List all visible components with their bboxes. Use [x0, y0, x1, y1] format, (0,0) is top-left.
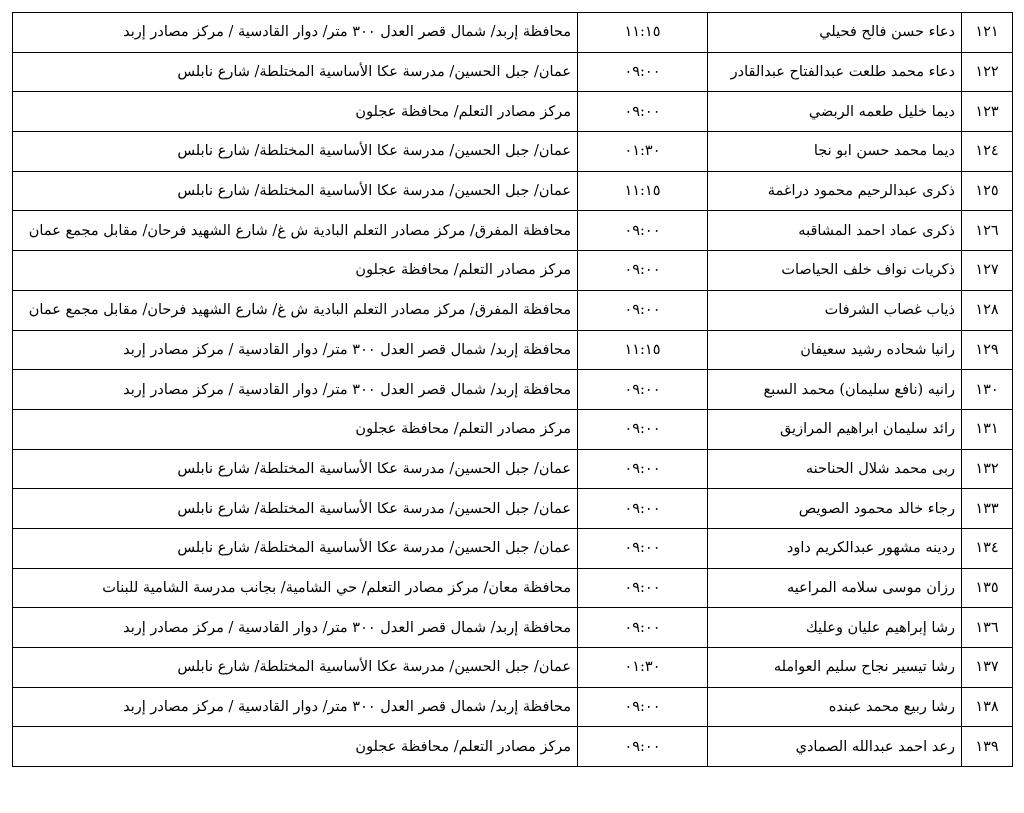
- exam-time-cell: ٠٩:٠٠: [578, 489, 708, 529]
- row-number-cell: ١٣٤: [962, 528, 1013, 568]
- exam-time-cell: ٠٩:٠٠: [578, 52, 708, 92]
- table-row: [13, 528, 1013, 568]
- exam-time-cell: ٠٩:٠٠: [578, 290, 708, 330]
- candidate-name-cell: رانيا شحاده رشيد سعيفان: [708, 330, 962, 370]
- exam-location-cell: عمان/ جبل الحسين/ مدرسة عكا الأساسية المختلطة/ شارع نابلس: [13, 171, 578, 211]
- exam-time-cell: ٠٩:٠٠: [578, 608, 708, 648]
- exam-location-cell: محافظة إربد/ شمال قصر العدل ٣٠٠ متر/ دوار القادسية / مركز مصادر إربد: [13, 330, 578, 370]
- table-row: [13, 409, 1013, 449]
- row-number-cell: ١٢٩: [962, 330, 1013, 370]
- row-number-cell: ١٢٤: [962, 132, 1013, 172]
- table-row: [13, 52, 1013, 92]
- exam-location-cell: محافظة المفرق/ مركز مصادر التعلم البادية ش غ/ شارع الشهيد فرحان/ مقابل مجمع عمان: [13, 211, 578, 251]
- exam-time-cell: ٠٩:٠٠: [578, 568, 708, 608]
- row-number-cell: ١٣٧: [962, 648, 1013, 688]
- exam-time-cell: ١١:١٥: [578, 171, 708, 211]
- table-row: [13, 171, 1013, 211]
- row-number-cell: ١٢٦: [962, 211, 1013, 251]
- exam-time-cell: ٠٩:٠٠: [578, 370, 708, 410]
- exam-time-cell: ٠١:٣٠: [578, 132, 708, 172]
- table-row: [13, 132, 1013, 172]
- exam-location-cell: عمان/ جبل الحسين/ مدرسة عكا الأساسية المختلطة/ شارع نابلس: [13, 648, 578, 688]
- exam-time-cell: ٠٩:٠٠: [578, 449, 708, 489]
- candidate-name-cell: رشا تيسير نجاح سليم العوامله: [708, 648, 962, 688]
- row-number-cell: ١٣٠: [962, 370, 1013, 410]
- candidate-name-cell: دعاء محمد طلعت عبدالفتاح عبدالقادر: [708, 52, 962, 92]
- exam-time-cell: ٠٩:٠٠: [578, 211, 708, 251]
- row-number-cell: ١٢٢: [962, 52, 1013, 92]
- row-number-cell: ١٢١: [962, 13, 1013, 53]
- row-number-cell: ١٢٥: [962, 171, 1013, 211]
- table-row: [13, 370, 1013, 410]
- row-number-cell: ١٢٧: [962, 251, 1013, 291]
- exam-location-cell: محافظة إربد/ شمال قصر العدل ٣٠٠ متر/ دوار القادسية / مركز مصادر إربد: [13, 687, 578, 727]
- exam-time-cell: ٠٩:٠٠: [578, 92, 708, 132]
- row-number-cell: ١٣٣: [962, 489, 1013, 529]
- exam-location-cell: محافظة المفرق/ مركز مصادر التعلم البادية ش غ/ شارع الشهيد فرحان/ مقابل مجمع عمان: [13, 290, 578, 330]
- candidate-name-cell: ذكريات نواف خلف الحياصات: [708, 251, 962, 291]
- row-number-cell: ١٣٥: [962, 568, 1013, 608]
- candidate-name-cell: رائد سليمان ابراهيم المرازيق: [708, 409, 962, 449]
- candidate-name-cell: ديما محمد حسن ابو نجا: [708, 132, 962, 172]
- table-row: [13, 251, 1013, 291]
- exam-time-cell: ٠١:٣٠: [578, 648, 708, 688]
- candidate-name-cell: ذياب غصاب الشرفات: [708, 290, 962, 330]
- table-row: [13, 489, 1013, 529]
- exam-location-cell: محافظة إربد/ شمال قصر العدل ٣٠٠ متر/ دوار القادسية / مركز مصادر إربد: [13, 370, 578, 410]
- candidate-name-cell: رشا إبراهيم عليان وعليك: [708, 608, 962, 648]
- exam-location-cell: محافظة إربد/ شمال قصر العدل ٣٠٠ متر/ دوار القادسية / مركز مصادر إربد: [13, 13, 578, 53]
- exam-schedule-sheet: [12, 12, 1013, 767]
- candidate-name-cell: رانيه (نافع سليمان) محمد السبع: [708, 370, 962, 410]
- exam-location-cell: عمان/ جبل الحسين/ مدرسة عكا الأساسية المختلطة/ شارع نابلس: [13, 528, 578, 568]
- exam-location-cell: محافظة معان/ مركز مصادر التعلم/ حي الشامية/ بجانب مدرسة الشامية للبنات: [13, 568, 578, 608]
- candidate-name-cell: ذكرى عماد احمد المشاقبه: [708, 211, 962, 251]
- table-row: [13, 290, 1013, 330]
- row-number-cell: ١٣٨: [962, 687, 1013, 727]
- row-number-cell: ١٣١: [962, 409, 1013, 449]
- row-number-cell: ١٢٨: [962, 290, 1013, 330]
- row-number-cell: ١٢٣: [962, 92, 1013, 132]
- table-row: [13, 92, 1013, 132]
- candidate-name-cell: رعد احمد عبدالله الصمادي: [708, 727, 962, 767]
- row-number-cell: ١٣٦: [962, 608, 1013, 648]
- table-row: [13, 330, 1013, 370]
- table-row: [13, 13, 1013, 53]
- table-row: [13, 608, 1013, 648]
- exam-location-cell: مركز مصادر التعلم/ محافظة عجلون: [13, 409, 578, 449]
- exam-location-cell: مركز مصادر التعلم/ محافظة عجلون: [13, 92, 578, 132]
- candidate-name-cell: رزان موسى سلامه المراعيه: [708, 568, 962, 608]
- row-number-cell: ١٣٢: [962, 449, 1013, 489]
- exam-location-cell: مركز مصادر التعلم/ محافظة عجلون: [13, 251, 578, 291]
- table-row: [13, 211, 1013, 251]
- row-number-cell: ١٣٩: [962, 727, 1013, 767]
- candidate-name-cell: ردينه مشهور عبدالكريم داود: [708, 528, 962, 568]
- exam-location-cell: عمان/ جبل الحسين/ مدرسة عكا الأساسية المختلطة/ شارع نابلس: [13, 52, 578, 92]
- exam-location-cell: عمان/ جبل الحسين/ مدرسة عكا الأساسية المختلطة/ شارع نابلس: [13, 489, 578, 529]
- candidate-name-cell: ديما خليل طعمه الربضي: [708, 92, 962, 132]
- exam-location-cell: محافظة إربد/ شمال قصر العدل ٣٠٠ متر/ دوار القادسية / مركز مصادر إربد: [13, 608, 578, 648]
- candidates-table: [12, 12, 1013, 767]
- table-row: [13, 648, 1013, 688]
- table-row: [13, 449, 1013, 489]
- exam-time-cell: ٠٩:٠٠: [578, 727, 708, 767]
- exam-time-cell: ٠٩:٠٠: [578, 251, 708, 291]
- candidates-table-body: [13, 13, 1013, 767]
- candidate-name-cell: دعاء حسن فالح فحيلي: [708, 13, 962, 53]
- candidate-name-cell: رجاء خالد محمود الصويص: [708, 489, 962, 529]
- table-row: [13, 568, 1013, 608]
- candidate-name-cell: رشا ربيع محمد عبنده: [708, 687, 962, 727]
- exam-time-cell: ٠٩:٠٠: [578, 528, 708, 568]
- table-row: [13, 727, 1013, 767]
- candidate-name-cell: ربى محمد شلال الحناحنه: [708, 449, 962, 489]
- exam-time-cell: ١١:١٥: [578, 13, 708, 53]
- exam-location-cell: مركز مصادر التعلم/ محافظة عجلون: [13, 727, 578, 767]
- table-row: [13, 687, 1013, 727]
- exam-location-cell: عمان/ جبل الحسين/ مدرسة عكا الأساسية المختلطة/ شارع نابلس: [13, 132, 578, 172]
- exam-time-cell: ٠٩:٠٠: [578, 409, 708, 449]
- exam-location-cell: عمان/ جبل الحسين/ مدرسة عكا الأساسية المختلطة/ شارع نابلس: [13, 449, 578, 489]
- candidate-name-cell: ذكرى عبدالرحيم محمود دراغمة: [708, 171, 962, 211]
- exam-time-cell: ١١:١٥: [578, 330, 708, 370]
- exam-time-cell: ٠٩:٠٠: [578, 687, 708, 727]
